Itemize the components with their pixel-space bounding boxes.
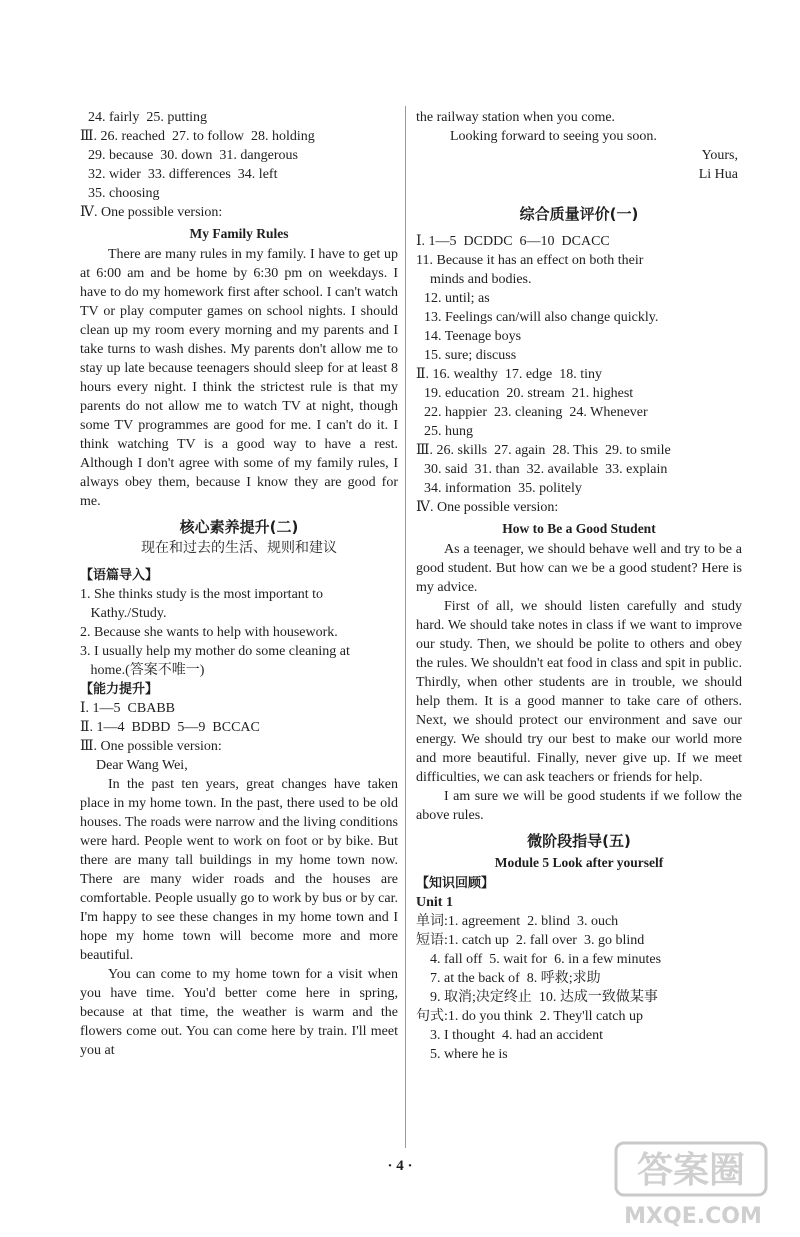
answer-line: 3. I usually help my mother do some cleaning at [80,644,350,659]
watermark-domain: MXQE.COM [624,1204,762,1229]
right-column [416,108,742,1064]
answer-line: 3. I thought 4. had an accident [416,1028,604,1043]
answer-line: 32. wider 33. differences 34. left [88,167,278,182]
letter-end-line: the railway station when you come. [416,110,616,125]
section-title-stage-guide: 微阶段指导(五) [527,832,631,850]
answer-line: 5. where he is [416,1047,508,1062]
answer-line: Ⅲ. 26. skills 27. again 28. This 29. to smile [416,443,671,458]
answer-line: 22. happier 23. cleaning 24. Whenever [424,405,648,420]
heading-text-intro: 【语篇导入】 [80,568,159,583]
section-title-core-literacy: 核心素养提升(二) [179,518,299,536]
module-title: Module 5 Look after yourself [494,855,664,870]
answer-line: 25. hung [424,424,473,439]
answer-line: 短语:1. catch up 2. fall over 3. go blind [416,933,645,948]
essay-paragraph: As a teenager, we should behave well and try to be a good student. But how can we be a good student? Here is my advice. [416,542,742,595]
answer-line: 35. choosing [88,186,160,201]
answer-line: 2. Because she wants to help with housework. [80,625,338,640]
essay-paragraph: I am sure we will be good students if we follow the above rules. [416,789,742,823]
answer-line: 30. said 31. than 32. available 33. explain [424,462,668,477]
answer-line: Ⅰ. 1—5 CBABB [80,701,175,716]
section-subtitle: 现在和过去的生活、规则和建议 [141,540,337,556]
watermark-logo [598,1139,788,1231]
answer-line: 34. information 35. politely [424,481,582,496]
section-title-quality-eval: 综合质量评价(一) [519,205,639,223]
answer-line: 12. until; as [424,291,490,306]
answer-line: 9. 取消;决定终止 10. 达成一致做某事 [416,990,658,1005]
essay-good-student [416,540,742,825]
letter-paragraph: You can come to my home town for a visit when you have time. You'd better come here in spring, because at that time, the weather is warm and the flowers come out. You can come here by train. I'll meet you at [80,967,398,1058]
letter-end-line: Looking forward to seeing you soon. [450,129,657,144]
answer-line: Ⅱ. 16. wealthy 17. edge 18. tiny [416,367,603,382]
answer-line: 句式:1. do you think 2. They'll catch up [416,1009,644,1024]
essay-paragraph: There are many rules in my family. I have to get up at 6:00 am and be home by 6:30 pm on weekdays. I have to do my homework first after school. I can't watch TV or play computer games on school nights. I should clean up my room every morning and my parents and I take turns to wash dishes. My parents don't allow me to stay up late because teenagers should sleep for at least 8 hours every night. I think the strictest rule is that my parents do not allow me to watch TV at night, though some TV programmes are good for me. I can't do it. I think watching TV is a good way to have a rest. Although I don't agree with some of my family rules, I always obey them, because I know they are good for me. [80,247,398,509]
essay-paragraph: First of all, we should listen carefully and study hard. We should take notes in class if we want to improve our study. Then, we should be polite to others and obey the rules. We shouldn't eat food in class and spit in public. Thirdly, when other students are in trouble, we should help them. It is a good manner to take care of others. Next, we should protect our environment and save our energy. We should try our best to make our world more and more beautiful. Finally, never give up. If we meet difficulties, we can ask teachers or friends for help. [416,599,742,785]
heading-knowledge-review: 【知识回顾】 [416,876,495,891]
page-number: · 4 · [387,1158,413,1174]
watermark-cn: 答案圈 [636,1150,746,1191]
answer-line: 4. fall off 5. wait for 6. in a few minutes [416,952,662,967]
answer-line: minds and bodies. [416,272,532,287]
answer-line: 13. Feelings can/will also change quickly. [424,310,659,325]
essay-title-good-student: How to Be a Good Student [502,521,656,536]
answer-line: 15. sure; discuss [424,348,517,363]
answer-line: 11. Because it has an effect on both their [416,253,644,268]
letter-salutation: Dear Wang Wei, [96,758,188,773]
column-divider [405,106,406,1148]
answer-line: Ⅲ. 26. reached 27. to follow 28. holding [80,129,315,144]
answer-line: 1. She thinks study is the most important to [80,587,324,602]
essay-family-rules [80,245,398,511]
letter-paragraph: In the past ten years, great changes have taken place in my home town. In the past, there used to be old houses. The roads were narrow and the living conditions were hard. People went to work on foot or by bike. But there are many tall buildings in my home town now. There are many wider roads and the houses are comfortable. People usually go to work by bus or by car. I'm happy to see these changes in my home town and I hope my home town will become more and more beautiful. [80,777,398,963]
letter-closing: Yours, [701,148,738,163]
answer-line: Ⅱ. 1—4 BDBD 5—9 BCCAC [80,720,260,735]
answer-line: Kathy./Study. [80,606,167,621]
answer-line: Ⅳ. One possible version: [416,500,559,515]
unit-label: Unit 1 [416,895,453,910]
answer-line: 24. fairly 25. putting [88,110,207,125]
essay-title-family-rules: My Family Rules [189,226,289,241]
letter-signature: Li Hua [698,167,738,182]
answer-line: 29. because 30. down 31. dangerous [88,148,298,163]
answer-line: 7. at the back of 8. 呼救;求助 [416,971,601,986]
answer-line: 19. education 20. stream 21. highest [424,386,634,401]
answer-line: home.(答案不唯一) [80,663,205,678]
answer-line: Ⅲ. One possible version: [80,739,222,754]
heading-ability: 【能力提升】 [80,682,159,697]
left-column [80,108,398,1060]
answer-line: Ⅰ. 1—5 DCDDC 6—10 DCACC [416,234,610,249]
answer-line: Ⅳ. One possible version: [80,205,223,220]
answer-line: 14. Teenage boys [424,329,522,344]
answer-line: 单词:1. agreement 2. blind 3. ouch [416,914,619,929]
letter-body [80,775,398,1060]
